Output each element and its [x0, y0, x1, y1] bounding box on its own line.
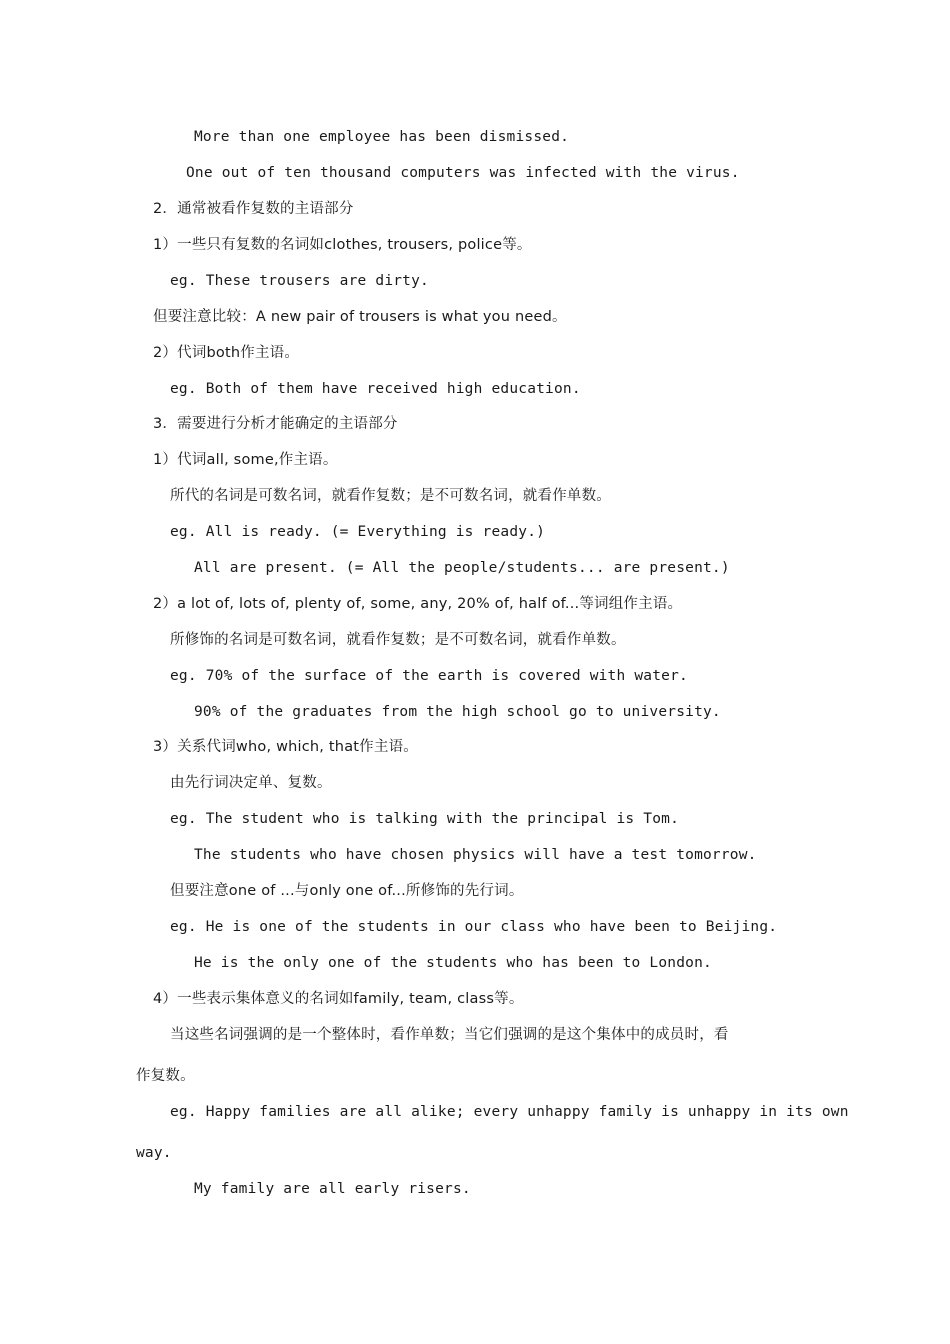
section-heading: 3．需要进行分析才能确定的主语部分: [153, 416, 398, 432]
example-line: All are present. (= All the people/students... are present.): [194, 560, 730, 576]
example-line: eg. 70% of the surface of the earth is covered with water.: [170, 668, 688, 684]
example-line: He is the only one of the students who has been to London.: [194, 955, 712, 971]
example-line: 90% of the graduates from the high school go to university.: [194, 704, 721, 720]
subsection-heading: 2）代词both作主语。: [153, 345, 300, 361]
subsection-heading: 1）一些只有复数的名词如clothes, trousers, police等。: [153, 237, 532, 253]
example-line: More than one employee has been dismissed.: [194, 129, 570, 145]
example-line: eg. All is ready. (= Everything is ready.): [170, 524, 546, 540]
example-line: eg. Happy families are all alike; every unhappy family is unhappy in its own: [170, 1104, 849, 1120]
explanation-line: 当这些名词强调的是一个整体时，看作单数；当它们强调的是这个集体中的成员时，看: [170, 1027, 729, 1043]
example-line: The students who have chosen physics will have a test tomorrow.: [194, 847, 757, 863]
explanation-line: 所代的名词是可数名词，就看作复数；是不可数名词，就看作单数。: [170, 488, 611, 504]
subsection-heading: 1）代词all, some,作主语。: [153, 452, 338, 468]
note-line: 但要注意比较：A new pair of trousers is what you need。: [153, 309, 567, 325]
subsection-heading: 3）关系代词who, which, that作主语。: [153, 739, 418, 755]
example-line: eg. These trousers are dirty.: [170, 273, 429, 289]
subsection-heading: 4）一些表示集体意义的名词如family, team, class等。: [153, 991, 524, 1007]
example-line: eg. Both of them have received high education.: [170, 381, 581, 397]
example-line-continued: way.: [136, 1145, 172, 1161]
example-line: One out of ten thousand computers was infected with the virus.: [186, 165, 740, 181]
example-line: My family are all early risers.: [194, 1181, 471, 1197]
section-heading: 2．通常被看作复数的主语部分: [153, 201, 354, 217]
subsection-heading: 2）a lot of, lots of, plenty of, some, any, 20% of, half of...等词组作主语。: [153, 596, 683, 612]
explanation-line: 所修饰的名词是可数名词，就看作复数；是不可数名词，就看作单数。: [170, 632, 626, 648]
example-line: eg. He is one of the students in our class who have been to Beijing.: [170, 919, 778, 935]
example-line: eg. The student who is talking with the principal is Tom.: [170, 811, 679, 827]
explanation-line: 由先行词决定单、复数。: [170, 775, 332, 791]
note-line: 但要注意one of ...与only one of...所修饰的先行词。: [170, 883, 524, 899]
explanation-line-continued: 作复数。: [136, 1068, 195, 1084]
